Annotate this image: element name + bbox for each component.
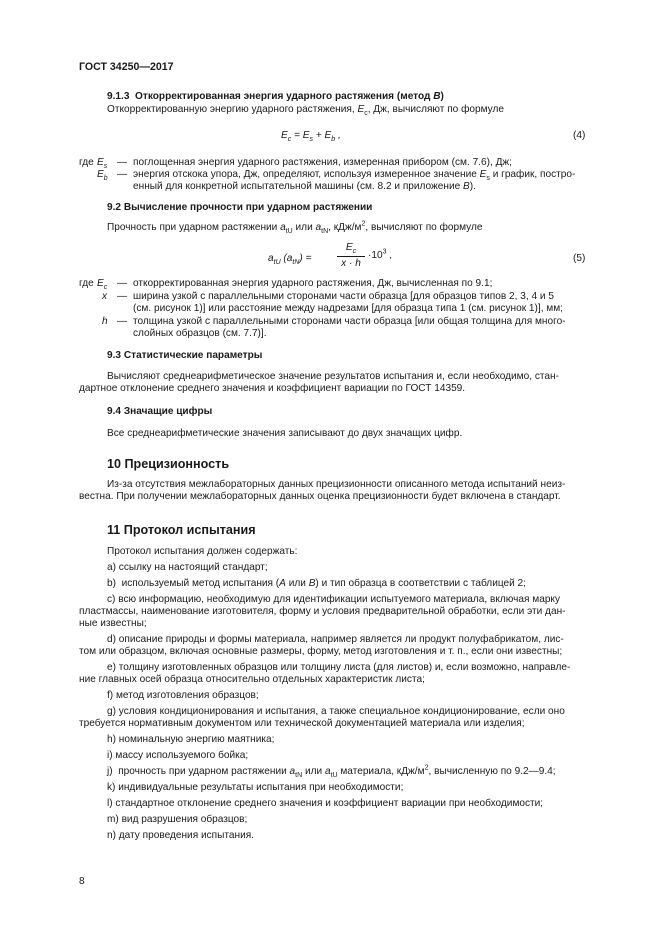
list-item: m) вид разрушения образцов;	[107, 814, 248, 825]
formula-5-number: (5)	[573, 253, 586, 264]
list-item: f) метод изготовления образцов;	[107, 690, 259, 701]
section-9-4-heading: 9.4 Значащие цифры	[107, 406, 213, 417]
var-definition: ширина узкой с параллельными сторонами части образца [для образцов типов 2, 3, 4 и 5	[133, 291, 554, 302]
list-item: n) дату проведения испытания.	[107, 830, 254, 841]
list-item-cont: ние главных осей образца относительно отдельных характеристик листа;	[79, 674, 425, 685]
list-item: c) всю информацию, необходимую для идентификации испытуемого материала, включая марку	[107, 594, 561, 605]
list-item: d) описание природы и формы материала, например является ли продукт полуфабрикатом, лис-	[107, 634, 564, 645]
list-item: k) индивидуальные результаты испытания при необходимости;	[107, 782, 404, 793]
list-item-cont: требуется нормативным документом или технической документацией материала или изделия;	[79, 718, 525, 729]
paragraph-line: Вычисляют среднеарифметическое значение результатов испытания и, если необходимо, стан-	[107, 371, 559, 382]
list-item: b) используемый метод испытания (A или B) и тип образца в соответствии с таблицей 2;	[107, 578, 526, 589]
section-10-heading: 10 Прецизионность	[107, 457, 230, 471]
var-symbol-ec: $E_c$	[97, 278, 108, 292]
section-9-1-3-intro: Откорректированную энергию ударного растяжения, $E_c$, Дж, вычисляют по формуле	[107, 104, 504, 118]
section-9-3-heading: 9.3 Статистические параметры	[107, 350, 263, 361]
var-definition: откорректированная энергия ударного растяжения, Дж, вычисленная по 9.1;	[133, 278, 493, 289]
list-item-cont: пластмассы, наименование изготовителя, форму и условия предварительной обработки, если эти дан-	[79, 606, 566, 617]
list-item: e) толщину изготовленных образцов или толщину листа (для листов) и, если возможно, направле-	[107, 662, 571, 673]
formula-5-tail: $\cdot 10^3$ ,	[368, 248, 393, 261]
var-definition-cont: енный для конкретной испытательной машины (см. 8.2 и приложение B).	[133, 181, 476, 192]
paragraph-line: вестна. При получении межлабораторных данных оценка прецизионности будет включена в стандарт.	[79, 491, 561, 502]
paragraph-line: Все среднеарифметические значения записывают до двух значащих цифр.	[107, 428, 463, 439]
var-dash: —	[117, 169, 128, 180]
section-9-2-heading: 9.2 Вычисление прочности при ударном растяжении	[107, 202, 373, 213]
formula-4: $E_c = E_s + E_b$ ,	[281, 130, 341, 144]
formula-5-denominator: x · h	[341, 258, 361, 269]
document-header: ГОСТ 34250—2017	[79, 61, 174, 73]
section-9-2-intro: Прочность при ударном растяжении $a_{tU}$ или $a_{tN}$, кДж/$м^2$, вычисляют по формуле	[107, 220, 483, 236]
list-item: i) массу используемого бойка;	[107, 750, 249, 761]
where-label: где	[79, 157, 94, 168]
page-number: 8	[79, 876, 85, 887]
formula-5-numerator: $E_c$	[345, 242, 357, 256]
list-item-cont: том или образцом, включая основные размеры, форму, метод изготовления и т. п., если они известны;	[79, 646, 563, 657]
fraction-bar	[337, 256, 365, 257]
list-item: h) номинальную энергию маятника;	[107, 734, 275, 745]
var-definition: поглощенная энергия ударного растяжения, измеренная прибором (см. 7.6), Дж;	[133, 157, 512, 168]
list-intro: Протокол испытания должен содержать:	[107, 546, 298, 557]
section-9-1-3-heading: 9.1.3 Откорректированная энергия ударного растяжения (метод B)	[107, 91, 444, 102]
var-dash: —	[117, 316, 128, 327]
list-item-cont: ные известны;	[79, 618, 147, 629]
var-symbol-x: x	[102, 291, 108, 302]
var-symbol-es: $E_s$	[97, 157, 108, 171]
var-dash: —	[117, 291, 128, 302]
list-item: j) прочность при ударном растяжении $a_{tN}$ или $a_{tU}$ материала, кДж/$м^2$, вычисленную по 9.2—9.4;	[107, 764, 556, 780]
where-label: где	[79, 278, 94, 289]
paragraph-line: Из-за отсутствия межлабораторных данных прецизионности описанного метода испытаний неиз-	[107, 479, 566, 490]
var-definition: толщина узкой с параллельными сторонами части образца [или общая толщина для много-	[133, 316, 566, 327]
formula-4-number: (4)	[573, 130, 586, 141]
list-item: g) условия кондиционирования и испытания, а также специальное кондиционирование, если оно	[107, 706, 565, 717]
var-definition-cont: слойных образцов (см. 7.7)].	[133, 328, 267, 339]
section-11-heading: 11 Протокол испытания	[107, 523, 256, 537]
list-item: а) ссылку на настоящий стандарт;	[107, 562, 268, 573]
var-definition: энергия отскока упора, Дж, определяют, используя измеренное значение $E_s$ и график, постро-	[133, 169, 576, 183]
var-dash: —	[117, 157, 128, 168]
var-symbol-eb: $E_b$	[97, 169, 108, 183]
var-definition-cont: (см. рисунок 1)] или расстояние между надрезами [для образца типа 1 (см. рисунок 1)], мм;	[133, 303, 563, 314]
var-dash: —	[117, 278, 128, 289]
list-item: l) стандартное отклонение среднего значения и коэффициент вариации при необходимости;	[107, 798, 544, 809]
paragraph-line: дартное отклонение среднего значения и коэффициент вариации по ГОСТ 14359.	[79, 383, 466, 394]
formula-5-lhs: $a_{tU}$ $(a_{tN})$ =	[268, 253, 312, 267]
var-symbol-h: h	[102, 316, 108, 327]
